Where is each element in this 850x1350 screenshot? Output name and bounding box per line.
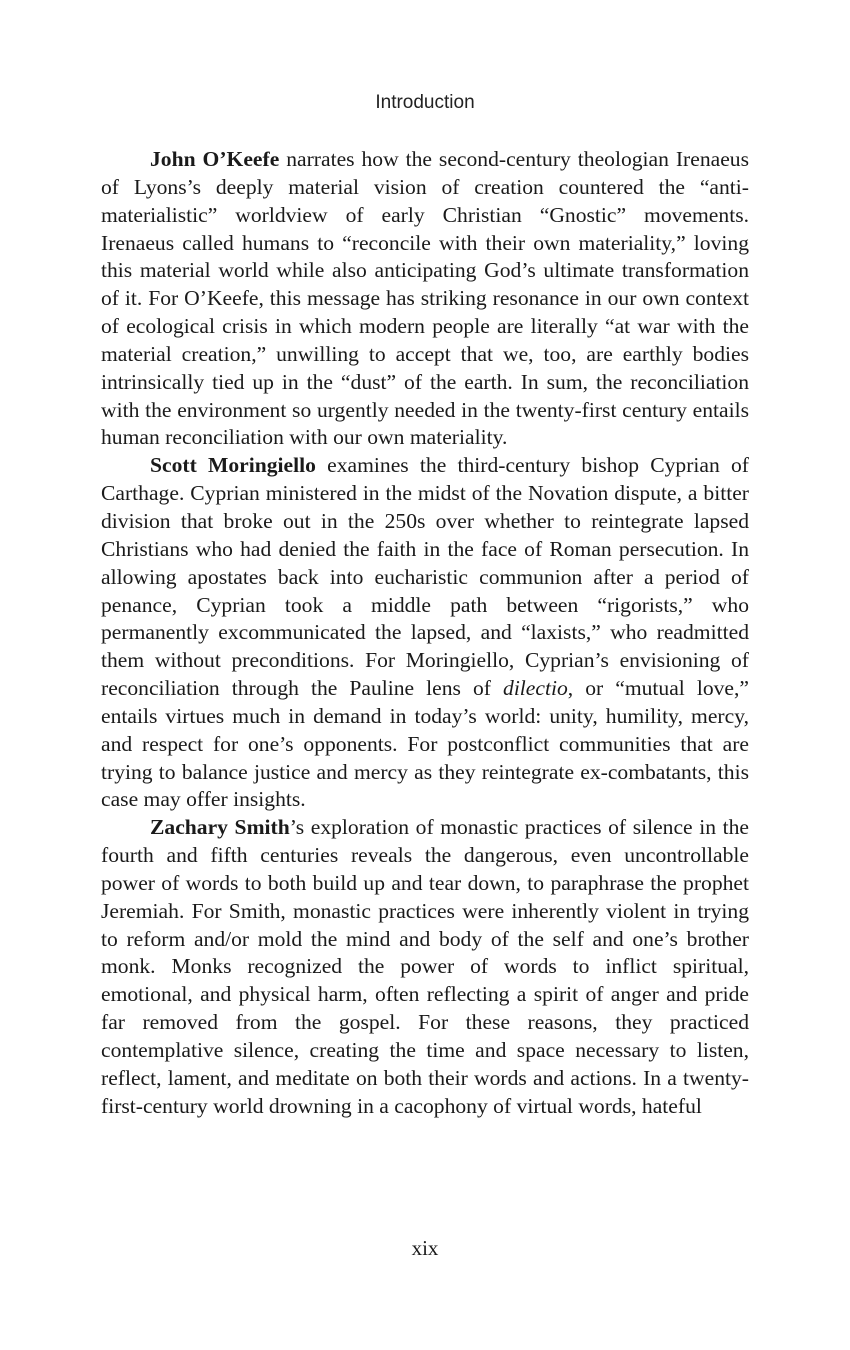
page-number: xix (411, 1236, 439, 1260)
paragraph-text-continued: , or “mutual love,” entails virtues much in demand in today’s world: unity, humility, mercy, and respect for one’s opponents. For postconflict communities that are trying to balance justice and mercy as they reintegrate ex-combatants, this case may offer insights. (101, 676, 749, 812)
running-head: Introduction (375, 92, 475, 113)
author-name: Scott Moringiello (150, 453, 316, 478)
author-name: Zachary Smith (150, 815, 290, 840)
paragraph-text: narrates how the second-century theologian Irenaeus of Lyons’s deeply material vision of creation countered the “anti-materialistic” worldview of early Christian “Gnostic” movements. Irenaeus called humans to “reconcile with their own materiality,” loving this material world while also anticipating God’s ultimate transformation of it. For O’Keefe, this message has striking resonance in our own context of ecological crisis in which modern people are literally “at war with the material creation,” unwilling to accept that we, too, are earthly bodies intrinsically tied up in the “dust” of the earth. In sum, the reconciliation with the environment so urgently needed in the twenty-first century entails human reconciliation with our own materiality. (101, 147, 749, 450)
paragraph-smith (101, 814, 749, 1120)
paragraph-text: ’s exploration of monastic practices of silence in the fourth and fifth centuries reveals the dangerous, even uncontrollable power of words to both build up and tear down, to paraphrase the prophet Jeremiah. For Smith, monastic practices were inherently violent in trying to reform and/or mold the mind and body of the self and one’s brother monk. Monks recognized the power of words to inflict spiritual, emotional, and physical harm, often reflecting a spirit of anger and pride far removed from the gospel. For these reasons, they practiced contemplative silence, creating the time and space necessary to listen, reflect, lament, and meditate on both their words and actions. In a twenty-first-century world drowning in a cacophony of virtual words, hateful (101, 815, 749, 1118)
paragraph-okeefe (101, 146, 749, 452)
author-name: John O’Keefe (150, 147, 280, 171)
body-text (101, 146, 749, 1121)
paragraph-moringiello (101, 452, 749, 814)
paragraph-text: examines the third-century bishop Cyprian of Carthage. Cyprian ministered in the midst of the Novation dispute, a bitter division that broke out in the 250s over whether to reintegrate lapsed Christians who had denied the faith in the face of Roman persecution. In allowing apostates back into eucharistic communion after a period of penance, Cyprian took a middle path between “rigorists,” who permanently excommunicated the lapsed, and “laxists,” who readmitted them without preconditions. For Moringiello, Cyprian’s envisioning of reconciliation through the Pauline lens of (101, 453, 749, 701)
italic-term: dilectio (503, 676, 568, 701)
